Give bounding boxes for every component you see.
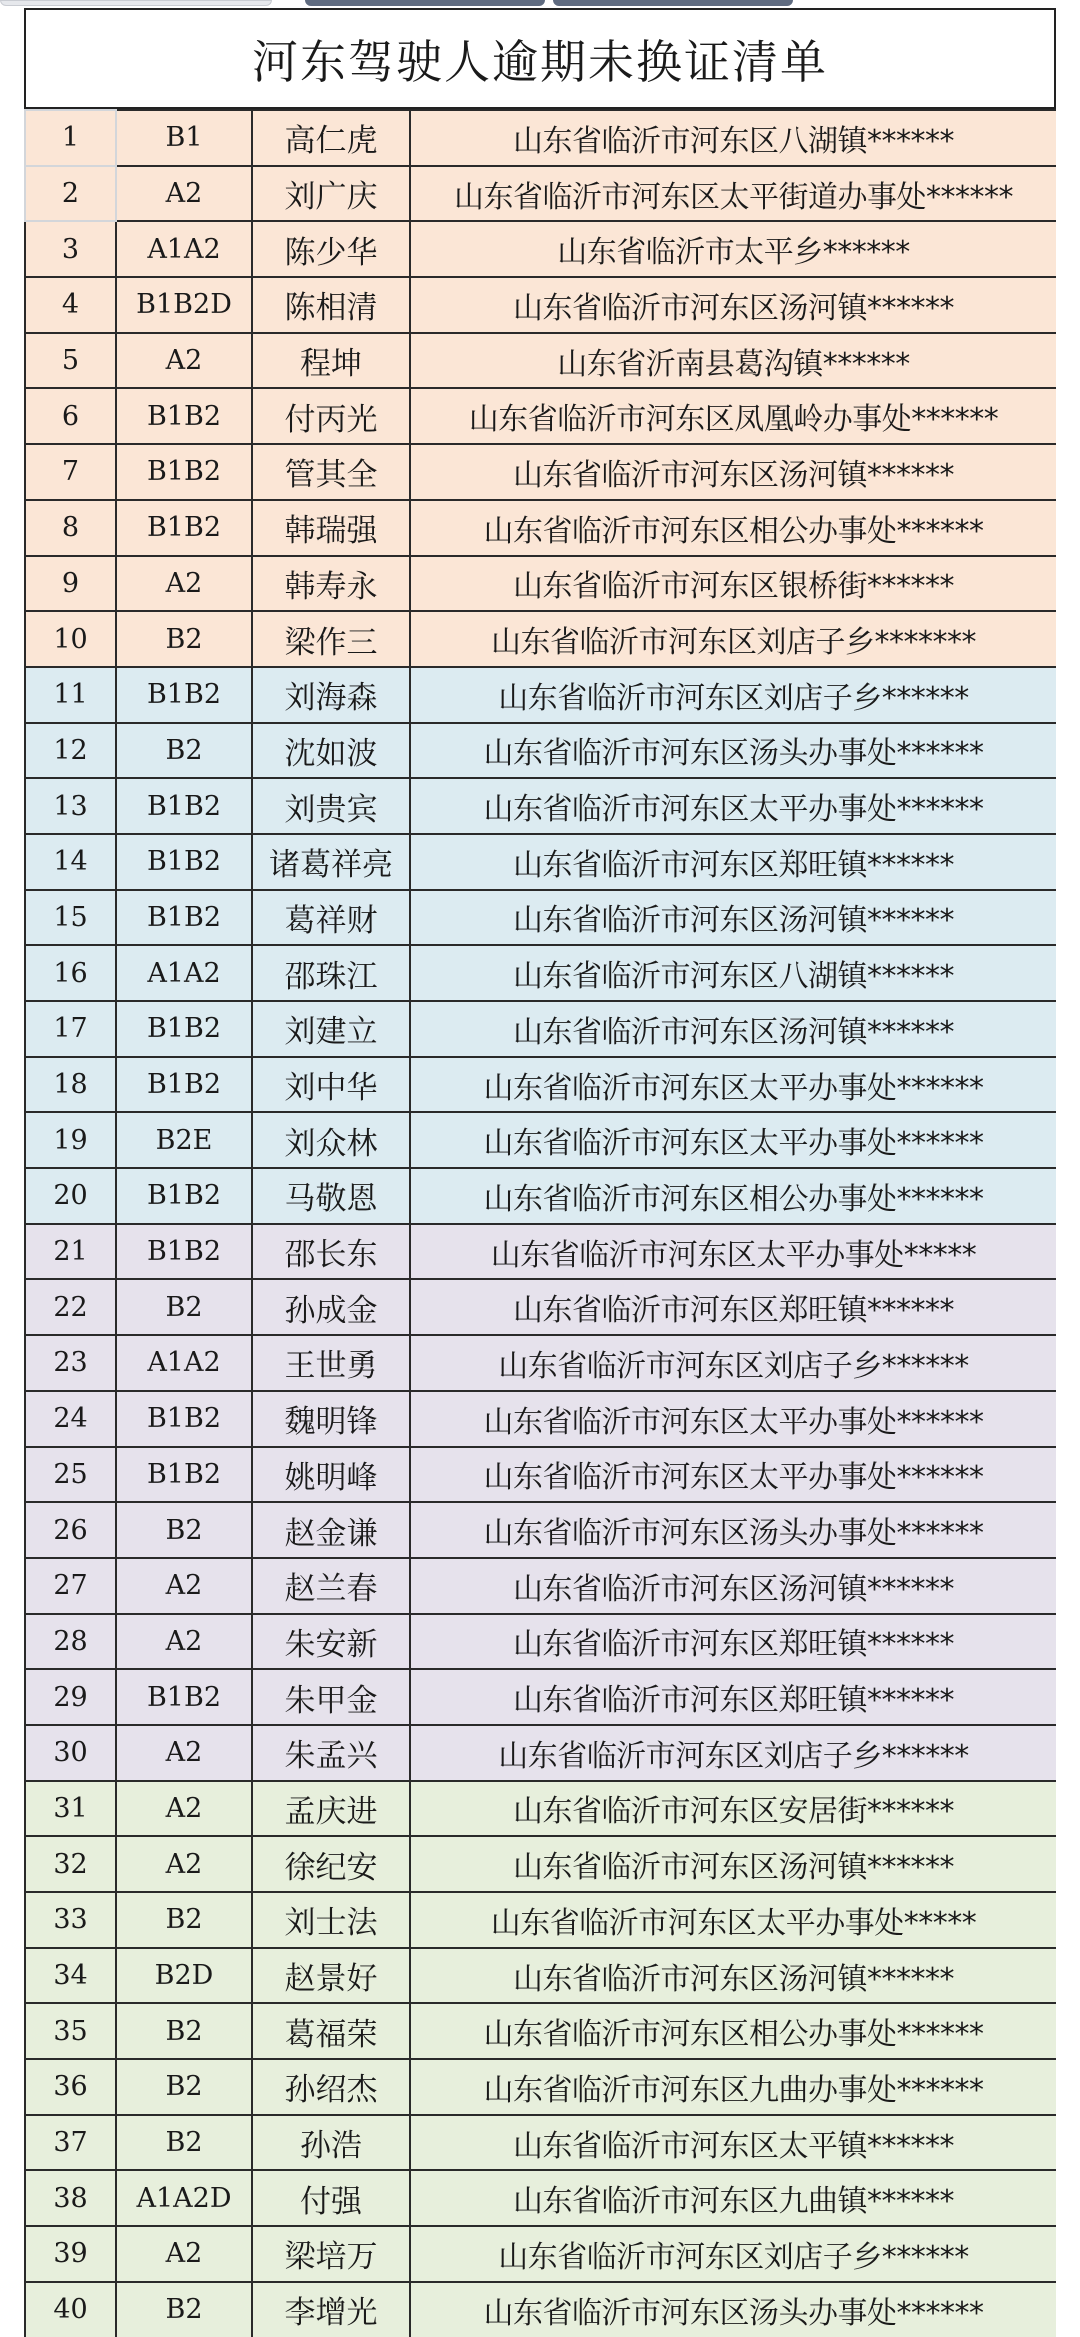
row-number: 39 <box>25 2226 116 2282</box>
row-number: 21 <box>25 1224 116 1280</box>
driver-name: 葛祥财 <box>252 890 410 946</box>
driver-address: 山东省临沂市河东区太平办事处****** <box>410 1447 1056 1503</box>
driver-name: 刘贵宾 <box>252 778 410 834</box>
license-class: B1 <box>116 110 252 166</box>
driver-name: 高仁虎 <box>252 110 410 166</box>
driver-name: 刘广庆 <box>252 166 410 222</box>
license-class: A1A2 <box>116 945 252 1001</box>
row-number: 20 <box>25 1168 116 1224</box>
table-row <box>25 1725 1056 1781</box>
table-row <box>25 778 1056 834</box>
driver-address: 山东省临沂市河东区八湖镇****** <box>410 110 1056 166</box>
page-title: 河东驾驶人逾期未换证清单 <box>252 34 828 89</box>
driver-name: 赵景好 <box>252 1948 410 2004</box>
driver-address: 山东省临沂市河东区凤凰岭办事处****** <box>410 388 1056 444</box>
row-number: 18 <box>25 1057 116 1113</box>
driver-address: 山东省临沂市河东区汤河镇****** <box>410 1558 1056 1614</box>
title-box <box>24 8 1056 109</box>
driver-name: 孙绍杰 <box>252 2059 410 2115</box>
table-row <box>25 277 1056 333</box>
driver-name: 朱安新 <box>252 1614 410 1670</box>
row-number: 28 <box>25 1614 116 1670</box>
table-row <box>25 1614 1056 1670</box>
license-class: B2D <box>116 1948 252 2004</box>
driver-address: 山东省临沂市河东区太平办事处***** <box>410 1892 1056 1948</box>
table-row <box>25 1836 1056 1892</box>
driver-address: 山东省临沂市河东区汤河镇****** <box>410 444 1056 500</box>
table-row <box>25 945 1056 1001</box>
driver-address: 山东省临沂市河东区刘店子乡****** <box>410 667 1056 723</box>
row-number: 37 <box>25 2115 116 2171</box>
license-class: A2 <box>116 166 252 222</box>
roster-table <box>24 109 1056 2337</box>
license-class: B1B2 <box>116 834 252 890</box>
row-number: 35 <box>25 2003 116 2059</box>
driver-address: 山东省临沂市河东区郑旺镇****** <box>410 1614 1056 1670</box>
table-row <box>25 1948 1056 2004</box>
row-number: 1 <box>25 110 116 166</box>
row-number: 26 <box>25 1502 116 1558</box>
license-class: A2 <box>116 556 252 612</box>
license-class: B1B2 <box>116 444 252 500</box>
table-row <box>25 388 1056 444</box>
row-number: 13 <box>25 778 116 834</box>
row-number: 40 <box>25 2282 116 2337</box>
table-row <box>25 500 1056 556</box>
driver-address: 山东省临沂市河东区郑旺镇****** <box>410 1669 1056 1725</box>
driver-address: 山东省沂南县葛沟镇****** <box>410 333 1056 389</box>
driver-name: 梁作三 <box>252 611 410 667</box>
driver-name: 葛福荣 <box>252 2003 410 2059</box>
driver-name: 陈少华 <box>252 221 410 277</box>
driver-address: 山东省临沂市河东区太平办事处****** <box>410 1112 1056 1168</box>
license-class: A2 <box>116 1614 252 1670</box>
table-row <box>25 1558 1056 1614</box>
row-number: 24 <box>25 1391 116 1447</box>
license-class: B2 <box>116 2003 252 2059</box>
driver-name: 韩寿永 <box>252 556 410 612</box>
row-number: 3 <box>25 221 116 277</box>
driver-address: 山东省临沂市河东区太平办事处****** <box>410 1057 1056 1113</box>
table-row <box>25 667 1056 723</box>
license-class: B1B2 <box>116 1168 252 1224</box>
license-class: B2 <box>116 2115 252 2171</box>
row-number: 15 <box>25 890 116 946</box>
table-row <box>25 221 1056 277</box>
driver-name: 程坤 <box>252 333 410 389</box>
license-class: B1B2 <box>116 1669 252 1725</box>
table-row <box>25 110 1056 166</box>
license-class: A1A2 <box>116 221 252 277</box>
driver-name: 付强 <box>252 2170 410 2226</box>
table-row <box>25 2115 1056 2171</box>
driver-name: 刘众林 <box>252 1112 410 1168</box>
row-number: 6 <box>25 388 116 444</box>
row-number: 22 <box>25 1279 116 1335</box>
row-number: 25 <box>25 1447 116 1503</box>
driver-name: 马敬恩 <box>252 1168 410 1224</box>
driver-name: 陈相清 <box>252 277 410 333</box>
license-class: B2 <box>116 1502 252 1558</box>
driver-address: 山东省临沂市河东区八湖镇****** <box>410 945 1056 1001</box>
row-number: 10 <box>25 611 116 667</box>
license-class: B2 <box>116 1892 252 1948</box>
driver-address: 山东省临沂市河东区相公办事处****** <box>410 500 1056 556</box>
license-class: B1B2 <box>116 1447 252 1503</box>
driver-name: 赵兰春 <box>252 1558 410 1614</box>
table-row <box>25 1168 1056 1224</box>
driver-name: 刘士法 <box>252 1892 410 1948</box>
license-class: A2 <box>116 1781 252 1837</box>
license-class: A1A2 <box>116 1335 252 1391</box>
driver-address: 山东省临沂市河东区安居街****** <box>410 1781 1056 1837</box>
driver-address: 山东省临沂市河东区相公办事处****** <box>410 1168 1056 1224</box>
driver-name: 赵金谦 <box>252 1502 410 1558</box>
driver-name: 朱孟兴 <box>252 1725 410 1781</box>
license-class: B1B2 <box>116 1057 252 1113</box>
driver-name: 刘建立 <box>252 1001 410 1057</box>
table-row <box>25 166 1056 222</box>
license-class: B1B2 <box>116 500 252 556</box>
license-class: A2 <box>116 1558 252 1614</box>
driver-name: 邵珠江 <box>252 945 410 1001</box>
driver-address: 山东省临沂市河东区太平镇****** <box>410 2115 1056 2171</box>
license-class: B2 <box>116 723 252 779</box>
license-class: B2 <box>116 1279 252 1335</box>
driver-name: 孙浩 <box>252 2115 410 2171</box>
table-row <box>25 834 1056 890</box>
table-row <box>25 890 1056 946</box>
license-class: A2 <box>116 333 252 389</box>
driver-name: 诸葛祥亮 <box>252 834 410 890</box>
license-class: B1B2 <box>116 1391 252 1447</box>
row-number: 23 <box>25 1335 116 1391</box>
row-number: 12 <box>25 723 116 779</box>
driver-address: 山东省临沂市河东区郑旺镇****** <box>410 1279 1056 1335</box>
license-class: B1B2 <box>116 388 252 444</box>
table-row <box>25 1279 1056 1335</box>
row-number: 36 <box>25 2059 116 2115</box>
driver-name: 韩瑞强 <box>252 500 410 556</box>
row-number: 17 <box>25 1001 116 1057</box>
driver-name: 李增光 <box>252 2282 410 2337</box>
table-row <box>25 1781 1056 1837</box>
table-row <box>25 1669 1056 1725</box>
driver-name: 孙成金 <box>252 1279 410 1335</box>
row-number: 34 <box>25 1948 116 2004</box>
license-class: A1A2D <box>116 2170 252 2226</box>
license-class: B1B2 <box>116 1001 252 1057</box>
driver-name: 刘中华 <box>252 1057 410 1113</box>
driver-address: 山东省临沂市河东区汤河镇****** <box>410 1948 1056 2004</box>
driver-name: 王世勇 <box>252 1335 410 1391</box>
row-number: 16 <box>25 945 116 1001</box>
driver-address: 山东省临沂市河东区汤头办事处****** <box>410 2282 1056 2337</box>
row-number: 4 <box>25 277 116 333</box>
driver-address: 山东省临沂市河东区相公办事处****** <box>410 2003 1056 2059</box>
driver-name: 姚明峰 <box>252 1447 410 1503</box>
license-class: A2 <box>116 1836 252 1892</box>
driver-address: 山东省临沂市河东区刘店子乡****** <box>410 1335 1056 1391</box>
row-number: 38 <box>25 2170 116 2226</box>
driver-address: 山东省临沂市河东区郑旺镇****** <box>410 834 1056 890</box>
driver-name: 刘海森 <box>252 667 410 723</box>
driver-address: 山东省临沂市河东区汤河镇****** <box>410 890 1056 946</box>
row-number: 27 <box>25 1558 116 1614</box>
driver-name: 沈如波 <box>252 723 410 779</box>
table-row <box>25 2226 1056 2282</box>
table-row <box>25 1057 1056 1113</box>
table-row <box>25 1001 1056 1057</box>
table-row <box>25 1447 1056 1503</box>
row-number: 32 <box>25 1836 116 1892</box>
driver-name: 邵长东 <box>252 1224 410 1280</box>
driver-address: 山东省临沂市河东区太平办事处****** <box>410 1391 1056 1447</box>
row-number: 5 <box>25 333 116 389</box>
driver-address: 山东省临沂市太平乡****** <box>410 221 1056 277</box>
driver-address: 山东省临沂市河东区刘店子乡******* <box>410 611 1056 667</box>
row-number: 11 <box>25 667 116 723</box>
table-row <box>25 1391 1056 1447</box>
driver-address: 山东省临沂市河东区汤河镇****** <box>410 277 1056 333</box>
driver-address: 山东省临沂市河东区银桥街****** <box>410 556 1056 612</box>
driver-address: 山东省临沂市河东区九曲办事处****** <box>410 2059 1056 2115</box>
driver-name: 朱甲金 <box>252 1669 410 1725</box>
driver-address: 山东省临沂市河东区刘店子乡****** <box>410 2226 1056 2282</box>
table-row <box>25 611 1056 667</box>
table-row <box>25 556 1056 612</box>
driver-address: 山东省临沂市河东区刘店子乡****** <box>410 1725 1056 1781</box>
table-row <box>25 2282 1056 2337</box>
row-number: 14 <box>25 834 116 890</box>
table-row <box>25 723 1056 779</box>
driver-name: 孟庆进 <box>252 1781 410 1837</box>
row-number: 2 <box>25 166 116 222</box>
table-row <box>25 1892 1056 1948</box>
table-row <box>25 444 1056 500</box>
driver-address: 山东省临沂市河东区汤河镇****** <box>410 1001 1056 1057</box>
roster-sheet <box>24 0 1056 2337</box>
roster-body <box>25 110 1056 2337</box>
driver-name: 梁培万 <box>252 2226 410 2282</box>
table-row <box>25 1335 1056 1391</box>
row-number: 30 <box>25 1725 116 1781</box>
license-class: B2E <box>116 1112 252 1168</box>
driver-address: 山东省临沂市河东区汤河镇****** <box>410 1836 1056 1892</box>
row-number: 31 <box>25 1781 116 1837</box>
driver-address: 山东省临沂市河东区汤头办事处****** <box>410 723 1056 779</box>
table-row <box>25 2170 1056 2226</box>
table-row <box>25 1502 1056 1558</box>
license-class: B1B2D <box>116 277 252 333</box>
table-row <box>25 2059 1056 2115</box>
license-class: B1B2 <box>116 890 252 946</box>
table-row <box>25 333 1056 389</box>
table-row <box>25 1112 1056 1168</box>
license-class: B1B2 <box>116 667 252 723</box>
driver-address: 山东省临沂市河东区九曲镇****** <box>410 2170 1056 2226</box>
driver-name: 徐纪安 <box>252 1836 410 1892</box>
row-number: 7 <box>25 444 116 500</box>
license-class: B2 <box>116 611 252 667</box>
license-class: B2 <box>116 2059 252 2115</box>
row-number: 8 <box>25 500 116 556</box>
license-class: B2 <box>116 2282 252 2337</box>
driver-name: 魏明锋 <box>252 1391 410 1447</box>
driver-address: 山东省临沂市河东区太平办事处***** <box>410 1224 1056 1280</box>
table-row <box>25 2003 1056 2059</box>
license-class: B1B2 <box>116 1224 252 1280</box>
driver-address: 山东省临沂市河东区太平街道办事处****** <box>410 166 1056 222</box>
row-number: 19 <box>25 1112 116 1168</box>
driver-address: 山东省临沂市河东区太平办事处****** <box>410 778 1056 834</box>
row-number: 33 <box>25 1892 116 1948</box>
driver-name: 管其全 <box>252 444 410 500</box>
driver-name: 付丙光 <box>252 388 410 444</box>
row-number: 9 <box>25 556 116 612</box>
license-class: A2 <box>116 1725 252 1781</box>
table-row <box>25 1224 1056 1280</box>
driver-address: 山东省临沂市河东区汤头办事处****** <box>410 1502 1056 1558</box>
license-class: A2 <box>116 2226 252 2282</box>
license-class: B1B2 <box>116 778 252 834</box>
row-number: 29 <box>25 1669 116 1725</box>
